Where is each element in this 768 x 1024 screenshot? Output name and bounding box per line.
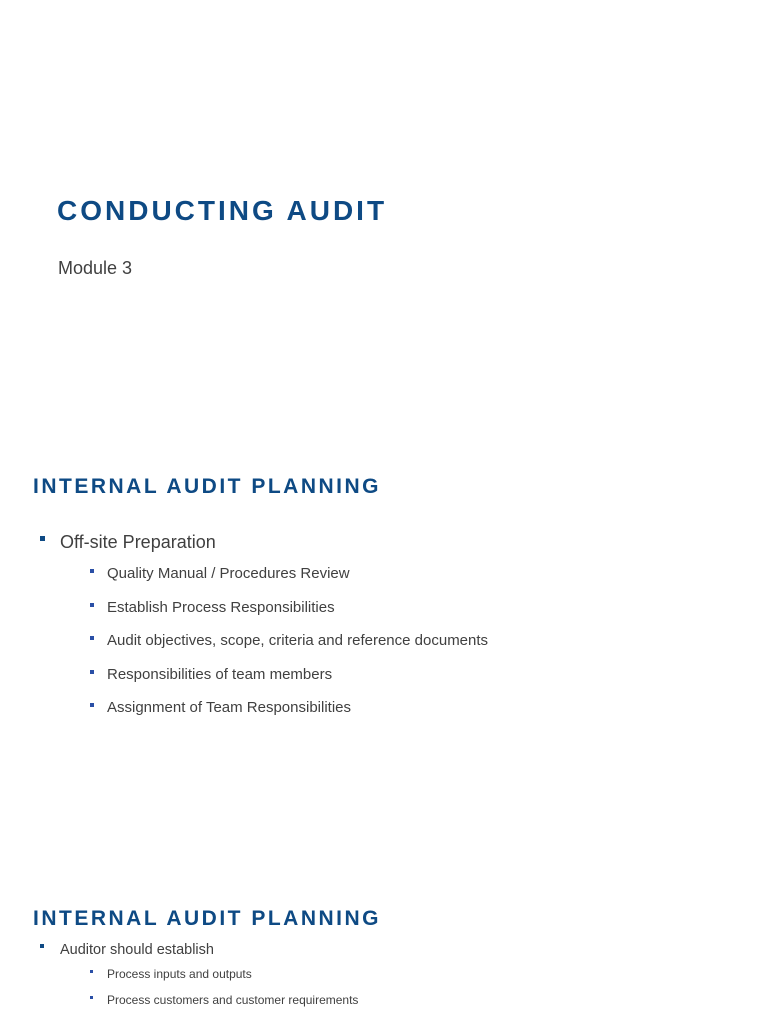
slide-internal-audit-planning-1 <box>0 430 768 850</box>
bullet-item <box>38 530 488 718</box>
square-bullet-icon <box>90 703 94 707</box>
sub-bullet-item <box>60 992 358 1008</box>
sub-bullet-item <box>60 564 488 584</box>
square-bullet-icon <box>90 670 94 674</box>
deck-subtitle: Module 3 <box>58 258 133 278</box>
deck-title: CONDUCTING AUDIT <box>57 195 388 226</box>
sub-bullet-text: Responsibilities of team members <box>107 665 333 683</box>
slide-heading: INTERNAL AUDIT PLANNING <box>33 475 381 498</box>
slide-internal-audit-planning-2 <box>0 862 768 1024</box>
slide-heading: INTERNAL AUDIT PLANNING <box>33 907 381 930</box>
sub-bullet-text: Establish Process Responsibilities <box>107 598 335 616</box>
sub-bullet-item <box>60 665 488 685</box>
sub-bullet-list <box>60 966 358 1008</box>
title-slide <box>0 0 768 400</box>
square-bullet-icon <box>90 970 93 973</box>
square-bullet-icon <box>40 536 45 541</box>
square-bullet-icon <box>90 636 94 640</box>
square-bullet-icon <box>40 944 44 948</box>
bullet-text: Auditor should establish <box>60 942 214 958</box>
bullet-item <box>38 940 358 1008</box>
sub-bullet-text: Audit objectives, scope, criteria and reference documents <box>107 632 489 650</box>
sub-bullet-text: Process customers and customer requirements <box>107 993 359 1007</box>
bullet-text: Off-site Preparation <box>60 532 216 552</box>
sub-bullet-item <box>60 598 488 618</box>
square-bullet-icon <box>90 603 94 607</box>
sub-bullet-text: Process inputs and outputs <box>107 967 252 981</box>
square-bullet-icon <box>90 996 93 999</box>
sub-bullet-text: Assignment of Team Responsibilities <box>107 699 352 717</box>
bullet-list <box>38 940 358 1018</box>
sub-bullet-list <box>60 564 488 718</box>
square-bullet-icon <box>90 569 94 573</box>
sub-bullet-item <box>60 698 488 718</box>
sub-bullet-text: Quality Manual / Procedures Review <box>107 565 350 582</box>
sub-bullet-item <box>60 966 358 982</box>
sub-bullet-item <box>60 631 488 651</box>
bullet-list <box>38 530 488 732</box>
